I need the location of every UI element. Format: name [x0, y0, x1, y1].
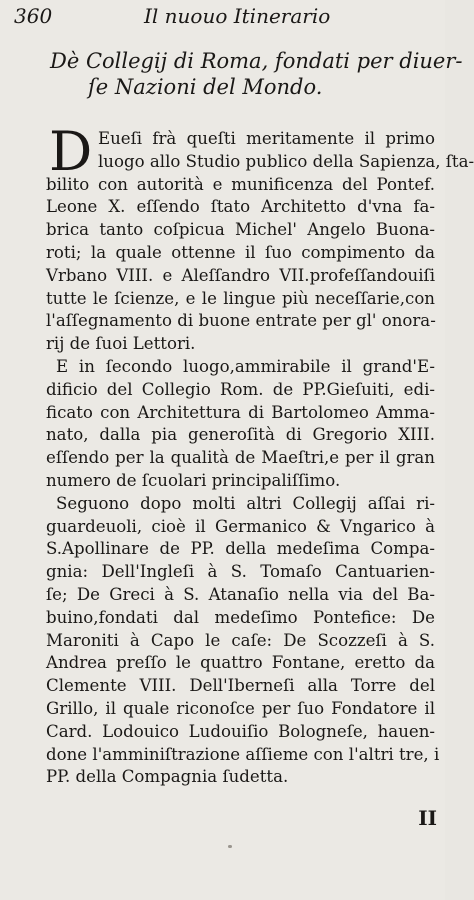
text-line: guardeuoli, cioè il Germanico & Vngarico à: [46, 516, 435, 536]
text-line: ficato con Architettura di Bartolomeo Amma-: [46, 402, 435, 422]
section-title-line-2: ſe Nazioni del Mondo.: [88, 75, 323, 99]
text-line: PP. della Compagnia ſudetta.: [46, 767, 289, 787]
text-line: ſe; De Greci à S. Atanaſio nella via del Ba-: [46, 584, 435, 604]
text-line: roti; la quale ottenne il ſuo compimento da: [46, 242, 435, 262]
text-line: nato, dalla pia generoſità di Gregorio XIII.: [46, 425, 435, 445]
signature-mark: II: [418, 806, 437, 830]
ink-smudge: [228, 845, 232, 848]
page-number: 360: [14, 4, 53, 28]
text-line: done l'amminiſtrazione aſſieme con l'altri tre, i: [46, 744, 440, 764]
text-line: Clemente VIII. Dell'Iberneſi alla Torre del: [46, 676, 435, 696]
text-line: Andrea preſſo le quattro Fontane, eretto da: [46, 653, 435, 673]
text-line: luogo allo Studio publico della Sapienza, ſta-: [98, 151, 474, 171]
text-line: Grillo, il quale riconoſce per ſuo Fondatore il: [46, 698, 435, 718]
paragraph-1: [46, 120, 474, 356]
text-line: numero de ſcuolari principaliſſimo.: [46, 470, 341, 490]
text-line: bilito con autorità e munificenza del Pontef.: [46, 174, 435, 194]
text-line: Seguono dopo molti altri Collegij aſſai ri-: [56, 493, 435, 513]
running-title: Il nuouo Itinerario: [144, 4, 331, 28]
text-line: buino,fondati dal medeſimo Pontefice: De: [46, 607, 435, 627]
text-line: Maroniti à Capo le caſe: De Scozzeſi à S.: [46, 630, 435, 650]
text-line: Leone X. eſſendo ſtato Architetto d'vna fa-: [46, 197, 435, 217]
text-line: S.Apollinare de PP. della medeſima Compa-: [46, 539, 435, 559]
text-line: E in ſecondo luogo,ammirabile il grand'E-: [56, 356, 435, 376]
text-line: dificio del Collegio Rom. de PP.Gieſuiti, edi-: [46, 379, 435, 399]
text-line: tutte le ſcienze, e le lingue più neceſſarie,con: [46, 288, 435, 308]
text-line: rij de ſuoi Lettori.: [46, 334, 196, 354]
text-line: Vrbano VIII. e Aleſſandro VII.profeſſandouiſi: [46, 265, 435, 285]
body-text: [46, 120, 474, 789]
section-title-line-1: Dè Collegij di Roma, fondati per diuer-: [50, 49, 463, 73]
text-line: Card. Lodouico Ludouiſio Bologneſe, hauen-: [46, 721, 435, 741]
text-line: eſſendo per la qualità de Maeſtri,e per il gran: [46, 448, 435, 468]
text-line: gnia: Dell'Ingleſi à S. Tomaſo Cantuarien-: [46, 562, 435, 582]
paragraph-2: [46, 356, 435, 493]
text-line: Eueſi frà queſti meritamente il primo: [98, 129, 435, 148]
section-title: [50, 48, 463, 100]
drop-cap: D: [49, 120, 93, 183]
page-header: [14, 4, 434, 34]
text-line: brica tanto coſpicua Michel' Angelo Buona-: [46, 220, 435, 240]
text-line: l'aſſegnamento di buone entrate per gl' onora-: [46, 311, 436, 331]
paragraph-3: [46, 493, 440, 789]
